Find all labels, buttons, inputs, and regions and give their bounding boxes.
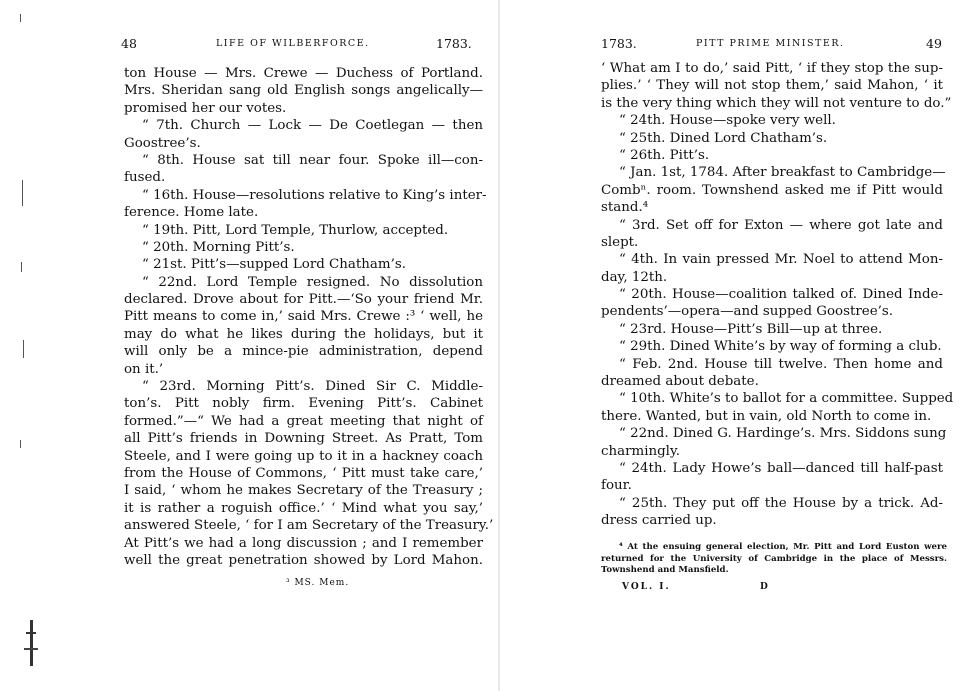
page-number: 49 xyxy=(926,36,942,51)
text-line: charmingly. xyxy=(601,443,681,459)
text-line: declared. Drove about for Pitt.—‘So your friend Mr. xyxy=(124,292,483,308)
text-line: ton House — Mrs. Crewe — Duchess of Portland. xyxy=(124,66,483,81)
text-line: Goostree’s. xyxy=(124,135,201,151)
right-page-body xyxy=(601,60,954,530)
text-line: “ 8th. House sat till near four. Spoke ill—con- xyxy=(142,152,483,168)
left-page-body xyxy=(124,65,494,569)
text-line: it is rather a roguish office.’ ‘ Mind what you say,’ xyxy=(124,500,483,516)
header-year: 1783. xyxy=(436,36,472,51)
text-line: “ 23rd. House—Pitt’s Bill—up at three. xyxy=(619,321,883,337)
right-page-header xyxy=(500,36,980,54)
text-line: fused. xyxy=(124,170,166,186)
text-line: “ 19th. Pitt, Lord Temple, Thurlow, accepted. xyxy=(142,222,449,238)
text-line: ference. Home late. xyxy=(124,205,259,221)
text-line: “ Jan. 1st, 1784. After breakfast to Cambridge— xyxy=(619,165,946,181)
text-line: Townshend and Mansfield. xyxy=(601,565,729,576)
page-number: 48 xyxy=(121,36,137,51)
text-line: answered Steele, ‘ for I am Secretary of the Treasury.’ xyxy=(124,518,494,534)
text-line: stand.⁴ xyxy=(601,200,649,216)
text-line: At Pitt’s we had a long discussion ; and I remember xyxy=(124,535,483,551)
text-line: ⁴ At the ensuing general election, Mr. Pitt and Lord Euston were xyxy=(619,542,947,552)
text-line: “ 20th. Morning Pitt’s. xyxy=(142,239,295,255)
text-line: four. xyxy=(601,478,632,494)
text-line: “ 22nd. Dined G. Hardinge’s. Mrs. Siddons sung xyxy=(619,426,947,442)
signature-mark: D xyxy=(760,582,770,592)
text-line: from the House of Commons, ‘ Pitt must take care,’ xyxy=(124,465,483,481)
text-line: dress carried up. xyxy=(601,513,717,529)
text-line: well the great penetration showed by Lord Mahon. xyxy=(124,552,483,568)
text-line: dreamed about debate. xyxy=(601,374,759,390)
text-line: will only be a mince-pie administration, depend xyxy=(124,344,483,360)
text-line: “ 26th. Pitt’s. xyxy=(619,147,710,163)
text-line: pendents’—opera—and supped Goostree’s. xyxy=(601,304,894,320)
signature-vol: VOL. I. xyxy=(622,582,671,592)
header-year: 1783. xyxy=(601,36,637,51)
text-line: “ 25th. Dined Lord Chatham’s. xyxy=(619,130,828,146)
text-line: “ Feb. 2nd. House till twelve. Then home and xyxy=(619,356,943,372)
text-line: “ 7th. Church — Lock — De Coetlegan — then xyxy=(142,118,483,134)
text-line: Combⁿ. room. Townshend asked me if Pitt would xyxy=(601,182,943,198)
text-line: Steele, and I were going up to it in a hackney coach xyxy=(124,448,483,464)
text-line: may do what he likes during the holidays, but it xyxy=(124,326,483,342)
text-line: promised her our votes. xyxy=(124,100,287,116)
text-line: plies.’ ‘ They will not stop them,’ said Mahon, ‘ it xyxy=(601,78,943,94)
right-page xyxy=(500,0,980,691)
text-line: Pitt means to come in,’ said Mrs. Crewe :³ ‘ well, he xyxy=(124,309,483,325)
footnote: ³ MS. Mem. xyxy=(286,578,350,588)
text-line: there. Wanted, but in vain, old North to come in. xyxy=(601,408,932,424)
text-line: day, 12th. xyxy=(601,269,668,285)
text-line: is the very thing which they will not venture to do.” xyxy=(601,95,952,111)
running-title: PITT PRIME MINISTER. xyxy=(696,38,845,49)
text-line: “ 24th. House—spoke very well. xyxy=(619,113,836,129)
text-line: “ 16th. House—resolutions relative to King’s inter- xyxy=(142,187,487,203)
text-line: slept. xyxy=(601,234,639,250)
text-line: “ 22nd. Lord Temple resigned. No dissolution xyxy=(142,274,483,290)
text-line: Mrs. Sheridan sang old English songs angelically— xyxy=(124,83,483,99)
left-page-header xyxy=(0,36,500,54)
text-line: “ 10th. White’s to ballot for a committee. Supped xyxy=(619,391,954,407)
text-line: ton’s. Pitt nobly firm. Evening Pitt’s. Cabinet xyxy=(124,396,483,412)
text-line: I said, ‘ whom he makes Secretary of the Treasury ; xyxy=(124,483,483,499)
text-line: “ 21st. Pitt’s—supped Lord Chatham’s. xyxy=(142,257,406,273)
text-line: “ 20th. House—coalition talked of. Dined Inde- xyxy=(619,287,943,303)
footnote xyxy=(601,542,947,577)
text-line: all Pitt’s friends in Downing Street. As Pratt, Tom xyxy=(124,431,483,447)
scan-margin-marks xyxy=(18,0,28,691)
text-line: “ 23rd. Morning Pitt’s. Dined Sir C. Middle- xyxy=(142,379,483,395)
text-line: “ 3rd. Set off for Exton — where got late and xyxy=(619,217,943,233)
text-line: formed.”—“ We had a great meeting that night of xyxy=(124,413,483,429)
text-line: “ 24th. Lady Howe’s ball—danced till half-past xyxy=(619,460,943,476)
text-line: “ 29th. Dined White’s by way of forming a club. xyxy=(619,339,942,355)
text-line: ‘ What am I to do,’ said Pitt, ‘ if they stop the sup- xyxy=(601,61,943,76)
text-line: on it.’ xyxy=(124,361,164,377)
text-line: returned for the University of Cambridge in the place of Messrs. xyxy=(601,553,947,564)
running-title: LIFE OF WILBERFORCE. xyxy=(216,38,370,49)
text-line: “ 25th. They put off the House by a trick. Ad- xyxy=(619,495,943,511)
text-line: “ 4th. In vain pressed Mr. Noel to attend Mon- xyxy=(619,252,943,268)
